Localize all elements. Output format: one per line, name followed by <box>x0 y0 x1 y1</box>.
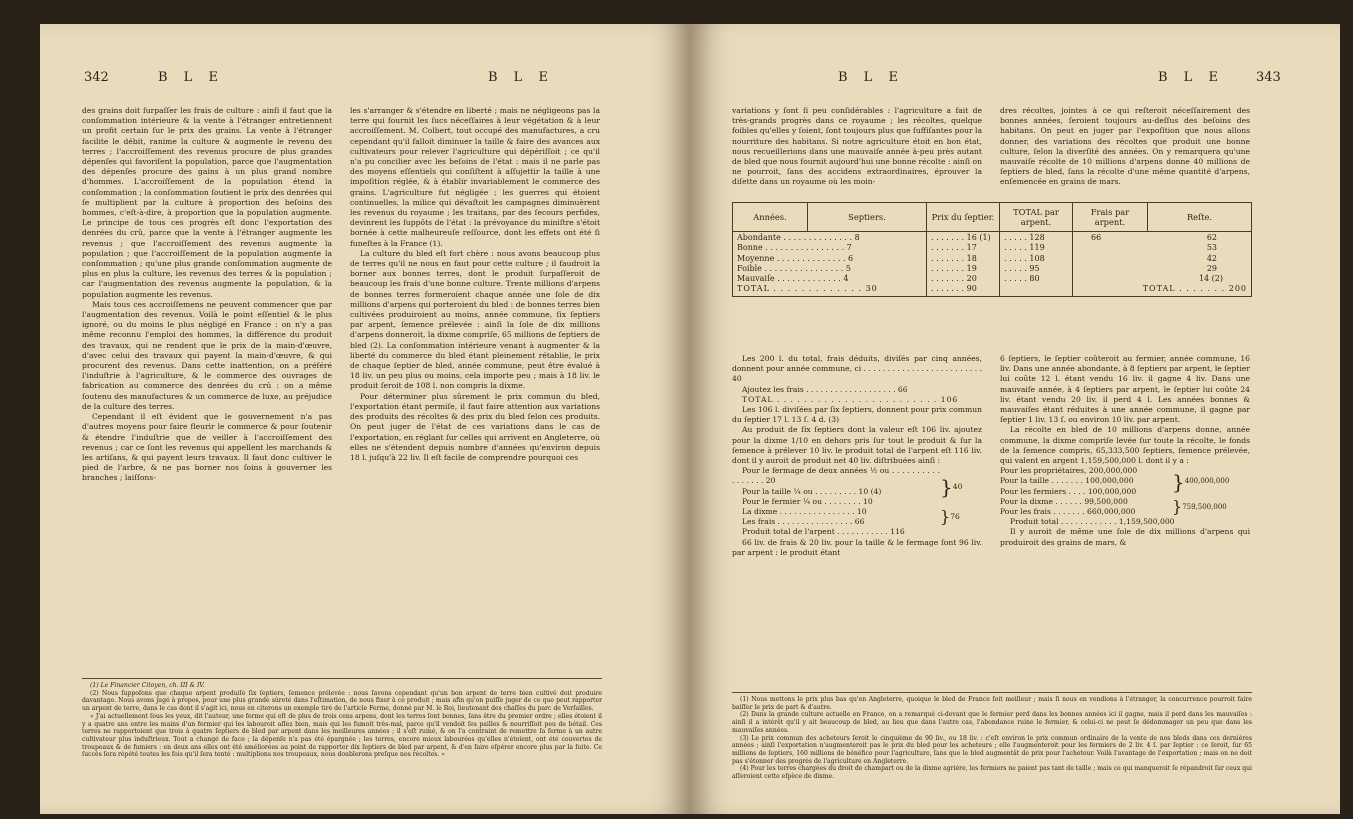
table-cell: Mauvaiſe . . . . . . . . . . . . . 4 <box>737 274 849 284</box>
table-cell: . . . . . 80 <box>1004 274 1040 284</box>
table-header-row <box>733 203 1252 232</box>
table-cell: . . . . . . . 19 <box>931 263 977 273</box>
paragraph: Produit total de l'arpent . . . . . . . . . . . 116 <box>742 527 905 537</box>
paragraph: des grains doit ſurpaſſer les frais de culture : ainſi il faut que la conſommation intérieure & la vente à l'étranger entretiennent un profit certain ſur le prix des grains. La vente à l'étranger facilite le débit, ranime la culture & augmente le revenu des terres ; l'accroiſſement des revenus procure de plus grandes dépenſes qui favoriſent la population, parce que l'augmentation des dépenſes procure des gains à un plus grand nombre d'hommes. L'accroiſſement de la population étend la conſommation ; la conſommation ſoutient le prix des denrées qui ſe multiplient par la culture à proportion des beſoins des hommes, c'eſt-à-dire, à proportion que la population augmente. Le principe de tous ces progrès eſt donc l'exportation des denrées du crû, parce que la vente à l'étranger augmente les revenus ; que l'accroiſſement des revenus augmente la population ; que l'accroiſſement de la population augmente la conſommation ; qu'une plus grande conſommation augmente de plus en plus la culture, les revenus des terres & la population ; car l'augmentation des revenus augmente la population, & la population augmente les revenus. <box>82 106 332 299</box>
right-column-1-body <box>732 354 982 558</box>
right-page <box>690 24 1340 814</box>
footnote: (4) Pour les terres chargées du droit de champart ou de la dixme agriére, les fermiers ne paient pas tant de taille ; mais ce qui manqueroit ſe répandroit ſur ceux qui aſſeroient cette eſpèce de dixme. <box>732 765 1252 781</box>
right-column-2-body <box>1000 354 1250 548</box>
paragraph: La récolte en bled de 10 millions d'arpens donne, année commune, la dixme compriſe levée ſur toute la récolte, le fonds de la ſemence compris, 65,333,500 ſeptiers, ſemence prélevée, qui valent en argent 1,159,500,000 l. dont il y a : <box>1000 425 1250 466</box>
paragraph: Les 106 l. diviſées par ſix ſeptiers, donnent pour prix commun du ſeptier 17 l. 13 ſ. 4 d. (3) <box>732 405 982 425</box>
paragraph: La culture du bled eſt fort chère : nous avons beaucoup plus de terres qu'il ne nous en faut pour cette culture ; il faudroit la borner aux bonnes terres, dont le produit ſurpaſſeroit de beaucoup les frais d'une bonne culture. Trente millions d'arpens de bonnes terres formeroient chaque année une ſole de dix millions d'arpens qui porteroient du bled : de bonnes terres bien cultivées produiroient au moins, année commune, ſix ſeptiers par arpent, ſemence prélevée : ainſi la ſole de dix millions d'arpens donneroit, la dixme compriſe, 65 millions de ſeptiers de bled (2). La conſommation intérieure venant à augmenter & la liberté du commerce du bled étant pleinement rétablie, le prix de chaque ſeptier de bled, année commune, peut être évalué à 18 liv. un peu plus ou moins, cela importe peu ; mais à 18 liv. le produit ſeroit de 108 l. non compris la dixme. <box>350 248 600 391</box>
left-page <box>40 24 690 814</box>
table-cell: . . . . . 119 <box>1004 243 1045 253</box>
paragraph: Pour la taille ¼ ou . . . . . . . . . 10 (4) <box>742 486 882 496</box>
paragraph: variations y ſont ſi peu conſidérables : l'agriculture a fait de très-grands progrès dans ce royaume ; les récoltes, quelque foibles qu'elles y ſoient, ſont toujours plus que ſuffiſantes pour la nourriture des habitans. Si notre agriculture étoit en bon état, nous recueillerions dans une mauvaiſe année à-peu près autant de bled que nous fournit aujourd'hui une bonne récolte : ainſi on ne pourroit, ſans des accidens extraordinaires, éprouver la diſette dans un royaume où les moin- <box>732 106 982 187</box>
right-header-right: B L E <box>1158 70 1224 85</box>
table-row <box>1077 264 1247 274</box>
footnote-rule <box>82 678 602 679</box>
table-cell: 62 <box>1206 233 1217 242</box>
table-row <box>1077 254 1247 264</box>
footnote: (1) Nous mettons le prix plus bas qu'en Angleterre, quoique le bled de France ſoit meilleur ; mais ſi nous en vendions à l'étranger, la concurrence pourroit faire baiſſer le prix de part & d'autre. <box>732 696 1252 711</box>
fermage-block <box>732 466 982 507</box>
brace-icon: } <box>1172 497 1183 517</box>
header-frais: Frais par arpent. <box>1073 203 1148 232</box>
footnote: « J'ai actuellement ſous les yeux, dit l'auteur, une ferme qui eſt de plus de trois cens arpens, dont les terres ſont bonnes, ſans être du premier ordre ; elles étoient il y a quatre ans entre les mains d'un fermier qui les labouroit aſſez bien, mais qui les fumoit très-mal, parce qu'il vendoit ſes pailles & nourriſſoit peu de bétail. Ces terres ne rapportoient que trois à quatre ſeptiers de bled par arpent dans les meilleures années ; il s'eſt ruiné, & on l'a contraint de remettre ſa ferme à un autre cultivateur plus induſtrieux. Tout a changé de face ; la dépenſe n'a pas été épargnée ; les terres, encore mieux labourées qu'elles n'étoient, ont été couvertes de troupeaux & de fumiers : en deux ans elles ont été améliorées au point de rapporter dix ſeptiers de bled par arpent, & d'en faire eſpérer encore plus par la ſuite. Ce ſuccès ſera répété toutes les fois qu'il ſera tenté : multiplions nos troupeaux, nous doublerons preſque nos récoltes. » <box>82 712 602 759</box>
table-total-mid: . . . . . . . 90 <box>931 284 977 294</box>
distribution-block-b <box>1000 497 1250 517</box>
right-page-number: 343 <box>1256 70 1281 85</box>
paragraph: Pour déterminer plus sûrement le prix commun du bled, l'exportation étant permiſe, il faut faire attention aux variations des produits des récoltes & des prix du bled ſelon ces produits. On peut juger de l'état de ces variations dans le cas de l'exportation, en réglant ſur celles qui arrivent en Angleterre, où elles ne s'étendent depuis nombre d'années qu'environ depuis 18 l. juſqu'à 22 liv. Il eſt facile de comprendre pourquoi ces <box>350 391 600 462</box>
table-cell: 53 <box>1206 243 1217 253</box>
distribution-lines-a <box>1000 466 1172 497</box>
header-prix: Prix du ſeptier. <box>927 203 1000 232</box>
paragraph: La dixme . . . . . . . . . . . . . . . . 10 <box>742 507 867 517</box>
table-row <box>1077 243 1247 253</box>
paragraph: Les 200 l. du total, frais déduits, diviſés par cinq années, donnent pour année commune, ci . . . . . . . . . . . . . . . . . . . . . . . . . 40 <box>732 354 982 384</box>
col-total <box>1000 232 1073 297</box>
footnote: (2) Dans la grande culture actuelle en France, on a remarqué ci-devant que le fermier perd dans les bonnes années ici il gagne, mais il perd dans les mauvaiſes : ainſi il a intérêt qu'il y ait beaucoup de bled, au lieu que dans l'autre cas, l'abondance ruine le fermier, & celui-ci ne peut ſe dédommager un peu que dans les mauvaiſes années. <box>732 711 1252 734</box>
paragraph: Pour les frais . . . . . . . 660,000,000 <box>1000 507 1136 517</box>
table-cell: 42 <box>1206 253 1217 263</box>
paragraph: Produit total . . . . . . . . . . . . 1,159,500,000 <box>1010 517 1175 527</box>
table-total-right: TOTAL . . . . . . . 200 <box>1142 284 1247 294</box>
brace-sum-a: 400,000,000 <box>1184 477 1230 486</box>
table-body <box>733 232 1252 297</box>
table-cell: . . . . . . . 20 <box>931 274 977 284</box>
paragraph: 6 ſeptiers, le ſeptier coûteroit au fermier, année commune, 16 liv. Dans une année abondante, à 8 ſeptiers par arpent, le ſeptier lui coûte 12 l. étant vendu 16 liv. il gagne 4 liv. Dans une mauvaiſe année, à 4 ſeptiers par arpent, le ſeptier lui coûte 24 liv. étant vendu 20 liv. il perd 4 l. Les années bonnes & mauvaiſes étant réduites à une année commune, il gagne par ſeptier 1 liv. 13 ſ. ou environ 10 liv. par arpent. <box>1000 354 1250 425</box>
distribution-block-a <box>1000 466 1250 497</box>
table-cell: Abondante . . . . . . . . . . . . . . 8 <box>737 233 860 242</box>
table-cell: Bonne . . . . . . . . . . . . . . . . 7 <box>737 243 852 253</box>
table-cell: 14 (2) <box>1198 274 1223 284</box>
fermage-lines <box>732 466 940 507</box>
paragraph: Pour le fermier ¼ ou . . . . . . . . 10 <box>742 496 873 506</box>
footnote: (3) Le prix commun des acheteurs ſeroit le cinquième de 90 liv., ou 18 liv. : c'eſt environ le prix commun ordinaire de la vente de nos bleds dans ces dernières années ; ainſi l'exportation n'augmenteroit pas le prix du bled pour les acheteurs ; elle l'augmenteroit pour les fermiers de 2 liv. 4 ſ. par ſeptier : ce ſeroit, ſur 65 millions de ſeptiers, 160 millions de bénéfice pour l'agriculture, ſans que le bled augmentât de prix pour l'acheteur. Voilà l'avantage de l'exportation ; mais on ne doit pas s'étonner des progrès de l'agriculture en Angleterre. <box>732 734 1252 765</box>
right-column-1-top <box>732 106 982 188</box>
paragraph: les s'arranger & s'étendre en liberté ; mais ne négligeons pas la terre qui fournit les ſucs néceſſaires à leur végétation & à leur accroiſſement. M. Colbert, tout occupé des manufactures, a cru cependant qu'il falloit diminuer la taille & faire des avances aux cultivateurs pour relever l'agriculture qui dépériſſoit ; ce qu'il n'a pu concilier avec les beſoins de l'état : mais il ne parle pas des moyens eſſentiels qui conſiſtent à aſſujettir la taille à une impoſition réglée, & à établir invariablement le commerce des grains. L'agriculture fut négligée ; les guerres qui étoient continuelles, la milice qui dévaſtoit les campagnes diminuèrent les revenus du royaume ; les traitans, par des ſecours perfides, devinrent les ſuppôts de l'état : la prévoyance du miniſtre s'étoit bornée à cette malheureuſe reſſource, dont les effets ont été ſi funeſtes à la France (1). <box>350 106 600 248</box>
col-annees-septiers <box>733 232 927 297</box>
left-column-2 <box>350 106 600 463</box>
paragraph: Pour le fermage de deux années ½ ou . . . . . . . . . . . . . . . . . 20 <box>732 466 940 486</box>
distribution-lines-b <box>1000 497 1172 517</box>
table-row <box>1077 274 1247 284</box>
paragraph: Il y auroit de même une ſole de dix millions d'arpens qui produiroit des grains de mars, & <box>1000 527 1250 547</box>
footnote: (1) Le Financier Citoyen, ch. III & IV. <box>90 682 205 689</box>
left-column-1 <box>82 106 332 484</box>
brace-sum-40: 40 <box>952 481 963 491</box>
table-cell: . . . . . . . 17 <box>931 243 977 253</box>
header-reste: Reſte. <box>1148 203 1252 232</box>
paragraph: Cependant il eſt évident que le gouvernement n'a pas d'autres moyens pour faire fleurir le commerce & pour ſoutenir & étendre l'induſtrie que de veiller à l'accroiſſement des revenus ; car ce ſont les revenus qui appellent les marchands & les artiſans, & qui payent leurs travaux. Il faut donc cultiver le pied de l'arbre, & ne pas borner nos ſoins à gouverner les branches ; laiſſons- <box>82 412 332 483</box>
paragraph: dres récoltes, jointes à ce qui reſteroit néceſſairement des bonnes années, ſeroient toujours au-deſſus des beſoins des habitans. On peut en juger par l'expoſition que nous allons donner, des variations des récoltes que produit une bonne culture, ſelon la diverſité des années. On y remarquera qu'une mauvaiſe récolte de 10 millions d'arpens donne 40 millions de ſeptiers de bled, ſans la récolte d'une même quantité d'arpens, enſemencée en grains de mars. <box>1000 106 1250 187</box>
footnote: (2) Nous ſuppoſons que chaque arpent produiſe ſix ſeptiers, ſemence prélevée : nous ſavons cependant qu'un bon arpent de terre bien cultivé doit produire davantage. Nous avons jugé à propos, pour une plus grande sûreté dans l'eſtimation, de nous fixer à ce produit ; mais afin qu'on puiſſe juger de ce que peut rapporter un arpent de terre, dans le cas dont il s'agit ici, nous en citerons un exemple tiré de l'article Ferme, donné par M. le Roi, lieutenant des chaſſes du parc de Verſailles. <box>82 689 602 713</box>
paragraph: TOTAL . . . . . . . . . . . . . . . . . . . . . . . . 106 <box>742 394 959 404</box>
left-header-left: B L E <box>158 70 224 85</box>
brace-icon: } <box>940 507 951 527</box>
brace-sum-76: 76 <box>950 512 960 522</box>
col-frais-reste <box>1073 232 1252 297</box>
left-header-right: B L E <box>488 70 554 85</box>
paragraph: Au produit de ſix ſeptiers dont la valeur eſt 106 liv. ajoutez pour la dixme 1/10 en dehors pris ſur tout le produit & ſur la ſemence à prélever 10 liv. le produit total de l'arpent eſt 116 liv. dont il y auroit de produit net 40 liv. diſtribuées ainſi : <box>732 425 982 466</box>
harvest-table <box>732 202 1252 297</box>
paragraph: Pour les fermiers . . . . 100,000,000 <box>1000 486 1137 496</box>
right-footnotes <box>732 696 1252 781</box>
header-total: TOTAL par arpent. <box>1000 203 1073 232</box>
table-cell: 66 <box>1091 233 1102 242</box>
header-septiers: Septiers. <box>808 203 927 232</box>
header-annees: Années. <box>733 203 808 232</box>
brace-sum-b: 759,500,000 <box>1182 502 1227 511</box>
paragraph: Pour la taille . . . . . . . 100,000,000 <box>1000 476 1134 486</box>
table-cell: . . . . . . . 18 <box>931 253 977 263</box>
table-cell: . . . . . . . 16 (1) <box>931 233 991 242</box>
table-cell: . . . . . 128 <box>1004 233 1045 242</box>
right-header-left: B L E <box>838 70 904 85</box>
left-page-number: 342 <box>84 70 109 85</box>
paragraph: Les frais . . . . . . . . . . . . . . . . 66 <box>742 517 865 527</box>
table-row <box>1077 233 1247 243</box>
table-cell: Foible . . . . . . . . . . . . . . . . 5 <box>737 263 851 273</box>
dixme-lines <box>732 507 940 527</box>
left-footnotes <box>82 682 602 759</box>
paragraph: Pour les propriétaires, 200,000,000 <box>1000 466 1138 476</box>
col-prix <box>927 232 1000 297</box>
footnote-rule <box>732 692 1252 693</box>
table-cell: 29 <box>1206 263 1217 273</box>
paragraph: 66 liv. de frais & 20 liv. pour la taille & le fermage ſont 96 liv. par arpent : le produit étant <box>732 537 982 557</box>
table-cell: Moyenne . . . . . . . . . . . . . . 6 <box>737 253 854 263</box>
table-cell: . . . . . 95 <box>1004 263 1040 273</box>
dixme-block <box>732 507 982 527</box>
paragraph: Ajoutez les frais . . . . . . . . . . . . . . . . . . . 66 <box>742 384 908 394</box>
brace-icon: } <box>1172 469 1185 494</box>
table-total-left: TOTAL . . . . . . . . . . . . . 30 <box>737 284 878 294</box>
table-cell: . . . . . 108 <box>1004 253 1045 263</box>
paragraph: Mais tous ces accroiſſemens ne peuvent commencer que par l'augmentation des revenus. Voilà le point eſſentiel & le plus ignoré, ou du moins le plus négligé en France : on n'y a pas même reconnu l'emploi des hommes, la différence du produit des travaux, qui ne rendent que le prix de la main-d'œuvre, d'avec celui des travaux qui payent la main-d'œuvre, & qui procurent des revenus. Dans cette inattention, on a préféré l'induſtrie à l'agriculture, & le commerce des ouvrages de fabrication au commerce des denrées du crû : on a même ſoutenu des manufactures & un commerce de luxe, au préjudice de la culture des terres. <box>82 299 332 411</box>
right-column-2-top <box>1000 106 1250 188</box>
brace-icon: } <box>940 474 953 499</box>
paragraph: Pour la dixme . . . . . . 99,500,000 <box>1000 496 1128 506</box>
